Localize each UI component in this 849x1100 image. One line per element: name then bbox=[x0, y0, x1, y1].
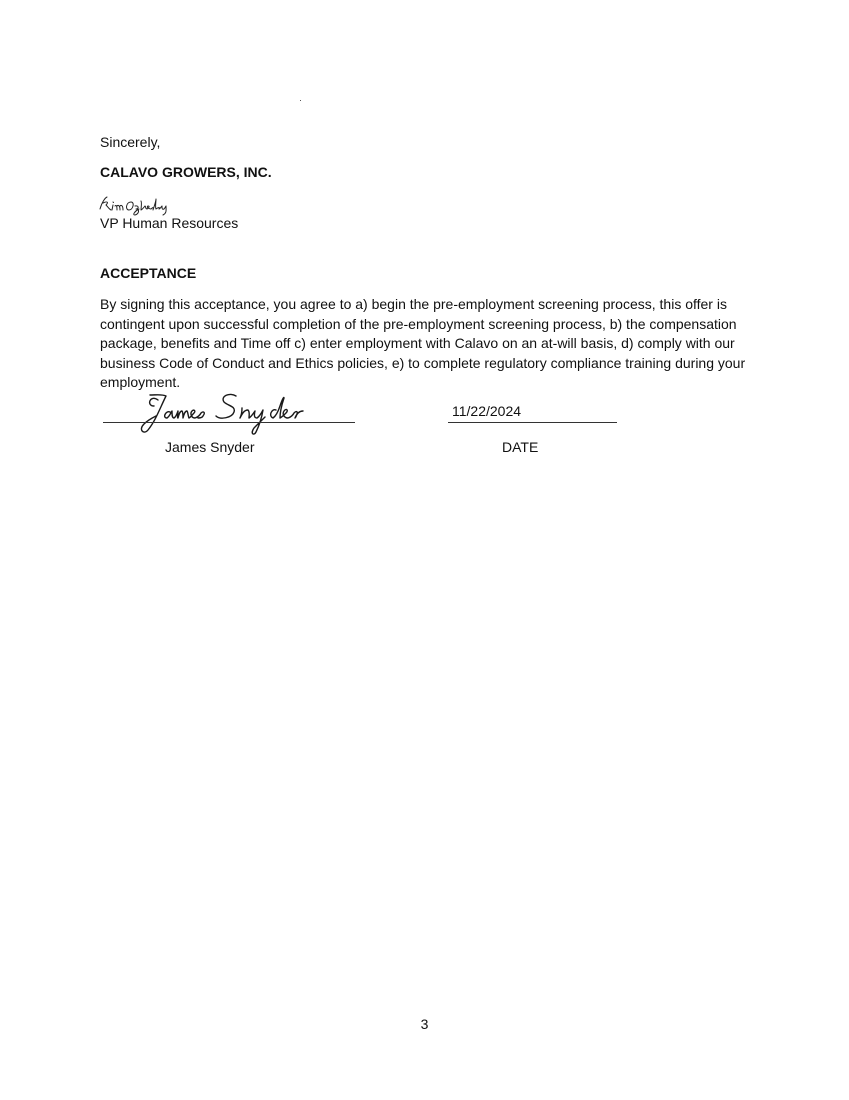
date-label: DATE bbox=[502, 439, 539, 455]
stray-mark bbox=[300, 100, 301, 101]
employee-signature bbox=[132, 390, 307, 438]
signatory-signature bbox=[98, 194, 188, 216]
signed-date: 11/22/2024 bbox=[452, 403, 522, 419]
signatory-title: VP Human Resources bbox=[100, 215, 239, 231]
signer-name: James Snyder bbox=[165, 439, 255, 455]
page-number: 3 bbox=[420, 1016, 429, 1032]
acceptance-body: By signing this acceptance, you agree to a) begin the pre-employment screening process, this offer is contingent upon successful completion of the pre-employment screening process, b) the compensation package, benefits and Time off c) enter employment with Calavo on an at-will basis, d) comply with our business Code of Conduct and Ethics policies, e) to complete regulatory compliance training during your employment. bbox=[100, 296, 746, 390]
acceptance-heading: ACCEPTANCE bbox=[100, 265, 197, 281]
signature-line bbox=[103, 422, 355, 423]
letter-closing: Sincerely, bbox=[100, 134, 161, 150]
company-name: CALAVO GROWERS, INC. bbox=[100, 164, 272, 180]
date-line bbox=[448, 422, 617, 423]
